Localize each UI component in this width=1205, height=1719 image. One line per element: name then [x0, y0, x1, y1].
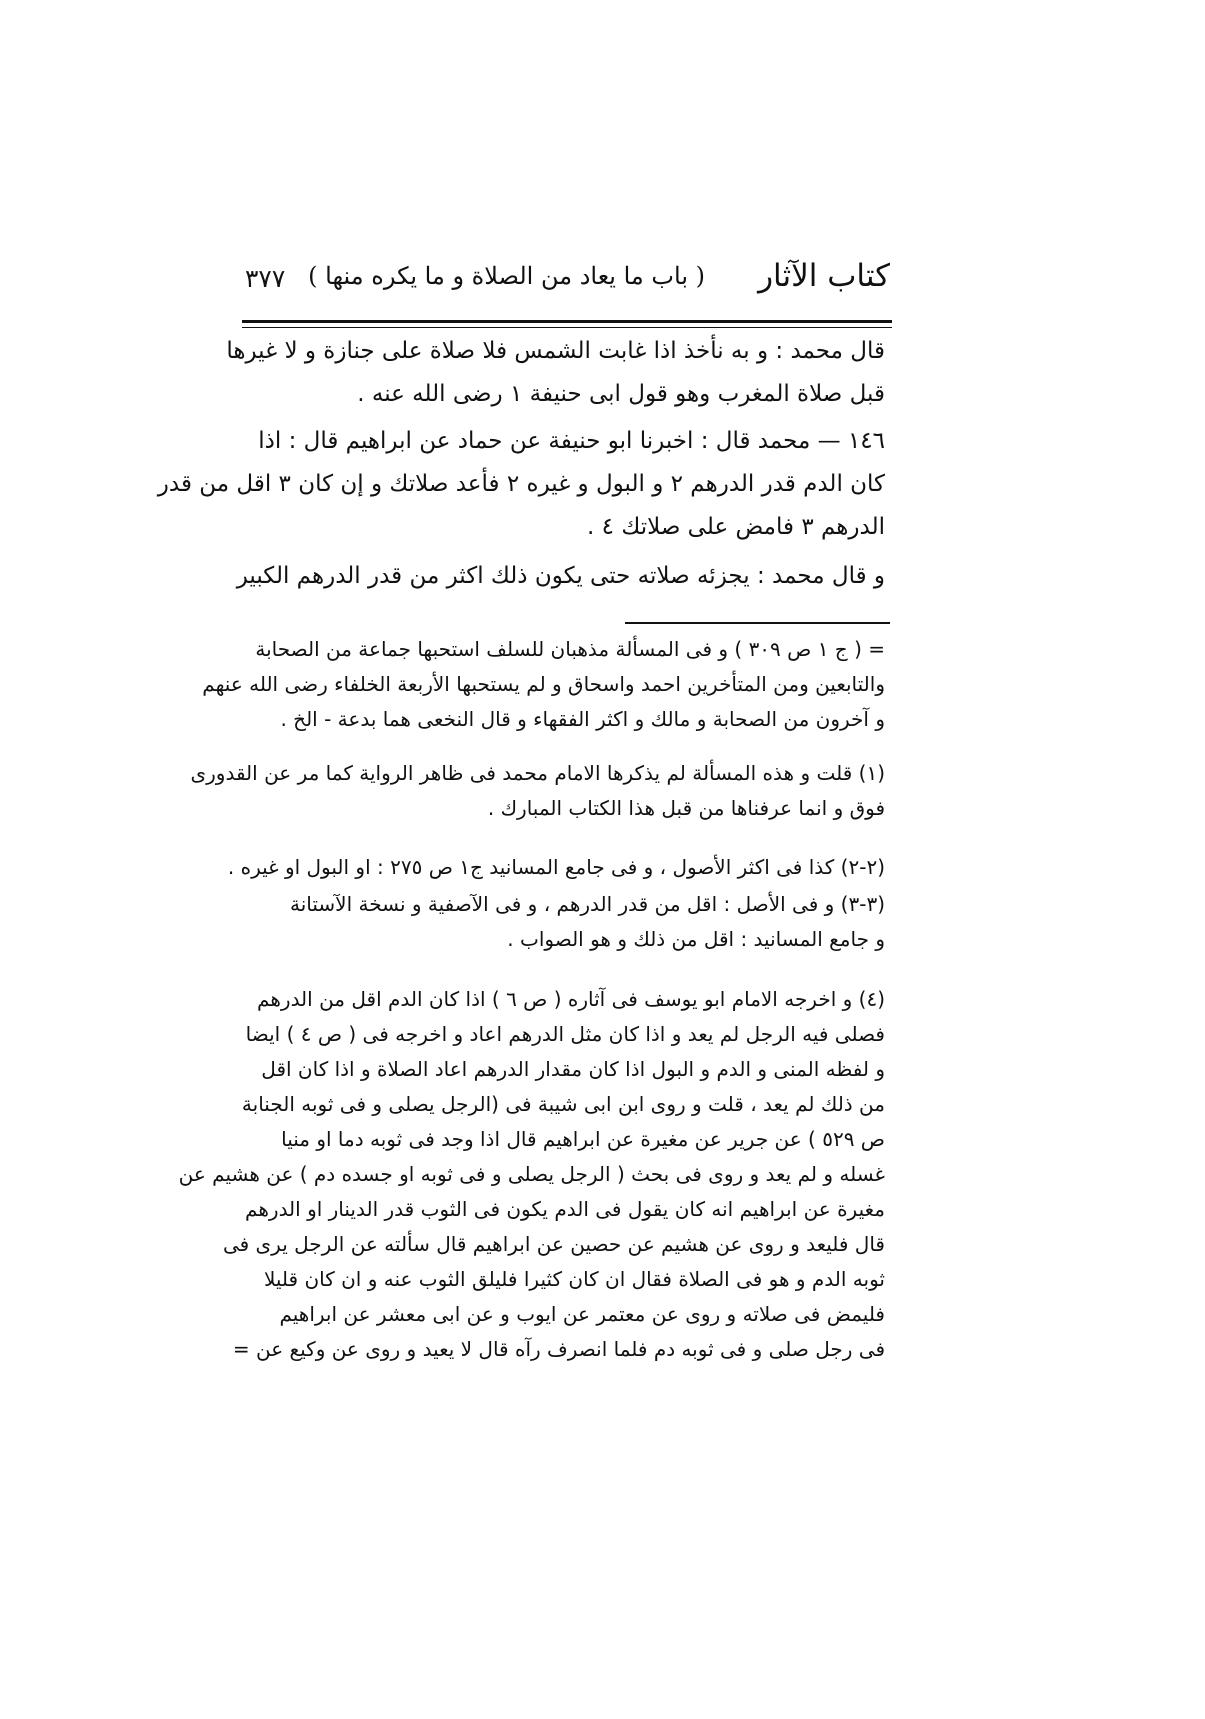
page-number: ٣٧٧ [245, 264, 286, 293]
text-line: الدرهم ٣ فامض على صلاتك ٤ . [587, 514, 885, 540]
footnote-line: فصلى فيه الرجل لم يعد و اذا كان مثل الدرهم اعاد و اخرجه فى ( ص ٤ ) ايضا [245, 1022, 885, 1046]
footnote-continuation [202, 632, 885, 737]
footnote-line: غسله و لم يعد و روى فى بحث ( الرجل يصلى و فى ثوبه او جسده دم ) عن هشيم عن [178, 1162, 885, 1186]
main-paragraph-2 [157, 420, 885, 549]
footnote-line: و آخرون من الصحابة و مالك و اكثر الفقهاء و قال النخعى هما بدعة - الخ . [280, 707, 885, 731]
footnote-line: والتابعين ومن المتأخرين احمد واسحاق و لم يستحبها الأربعة الخلفاء رضى الله عنهم [202, 672, 885, 696]
main-paragraph-1 [226, 330, 885, 416]
footnote-line: فى رجل صلى و فى ثوبه دم فلما انصرف رآه قال لا يعيد و روى عن وكيع عن = [232, 1337, 885, 1361]
text-line: كان الدم قدر الدرهم ٢ و البول و غيره ٢ فأعد صلاتك و إن كان ٣ اقل من قدر [157, 471, 885, 497]
footnote-line: (٣-٣) و فى الأصل : اقل من قدر الدرهم ، و فى الآصفية و نسخة الآستانة [290, 892, 885, 916]
footnote-line: من ذلك لم يعد ، قلت و روى ابن ابى شيبة فى (الرجل يصلى و فى ثوبه الجنابة [241, 1092, 885, 1116]
footnote-line: (٤) و اخرجه الامام ابو يوسف فى آثاره ( ص ٦ ) اذا كان الدم اقل من الدرهم [257, 987, 885, 1011]
text-line: ١٤٦ — محمد قال : اخبرنا ابو حنيفة عن حماد عن ابراهيم قال : اذا [258, 428, 885, 454]
footnote-line: (١) قلت و هذه المسألة لم يذكرها الامام محمد فى ظاهر الرواية كما مر عن القدورى [190, 761, 885, 785]
footnote-divider [625, 622, 890, 624]
footnote-line: = ( ج ١ ص ٣٠٩ ) و فى المسألة مذهبان للسلف استحبها جماعة من الصحابة [255, 637, 885, 661]
footnote-line: مغيرة عن ابراهيم انه كان يقول فى الدم يكون فى الثوب قدر الدينار او الدرهم [245, 1197, 885, 1221]
page-header [245, 258, 890, 308]
footnote-line: (٢-٢) كذا فى اكثر الأصول ، و فى جامع المسانيد ج١ ص ٢٧٥ : او البول او غيره . [227, 855, 885, 879]
header-divider [242, 320, 892, 326]
footnote-line: ثوبه الدم و هو فى الصلاة فقال ان كان كثيرا فليلق الثوب عنه و ان كان قليلا [263, 1267, 885, 1291]
chapter-title: ( باب ما يعاد من الصلاة و ما يكره منها ) [308, 262, 705, 290]
footnote-1 [190, 756, 885, 826]
footnote-4 [178, 982, 885, 1367]
footnote-line: و لفظه المنى و الدم و البول اذا كان مقدار الدرهم اعاد الصلاة و اذا كان اقل [261, 1057, 885, 1081]
text-line: و قال محمد : يجزئه صلاته حتى يكون ذلك اكثر من قدر الدرهم الكبير [236, 563, 885, 589]
text-line: قال محمد : و به نأخذ اذا غابت الشمس فلا صلاة على جنازة و لا غيرها [226, 338, 885, 364]
text-line: قبل صلاة المغرب وهو قول ابى حنيفة ١ رضى الله عنه . [357, 381, 885, 407]
footnote-3 [255, 887, 885, 957]
footnote-2 [227, 850, 885, 885]
footnote-line: و جامع المسانيد : اقل من ذلك و هو الصواب . [507, 927, 885, 951]
footnote-line: قال فليعد و روى عن هشيم عن حصين عن ابراهيم قال سألته عن الرجل يرى فى [222, 1232, 885, 1256]
footnote-line: فليمض فى صلاته و روى عن معتمر عن ايوب و عن ابى معشر عن ابراهيم [279, 1302, 885, 1326]
footnote-line: فوق و انما عرفناها من قبل هذا الكتاب المبارك . [487, 796, 885, 820]
main-paragraph-3 [236, 555, 885, 598]
footnote-line: ص ٥٢٩ ) عن جرير عن مغيرة عن ابراهيم قال اذا وجد فى ثوبه دما او منيا [281, 1127, 885, 1151]
book-title: كتاب الآثار [758, 258, 890, 294]
